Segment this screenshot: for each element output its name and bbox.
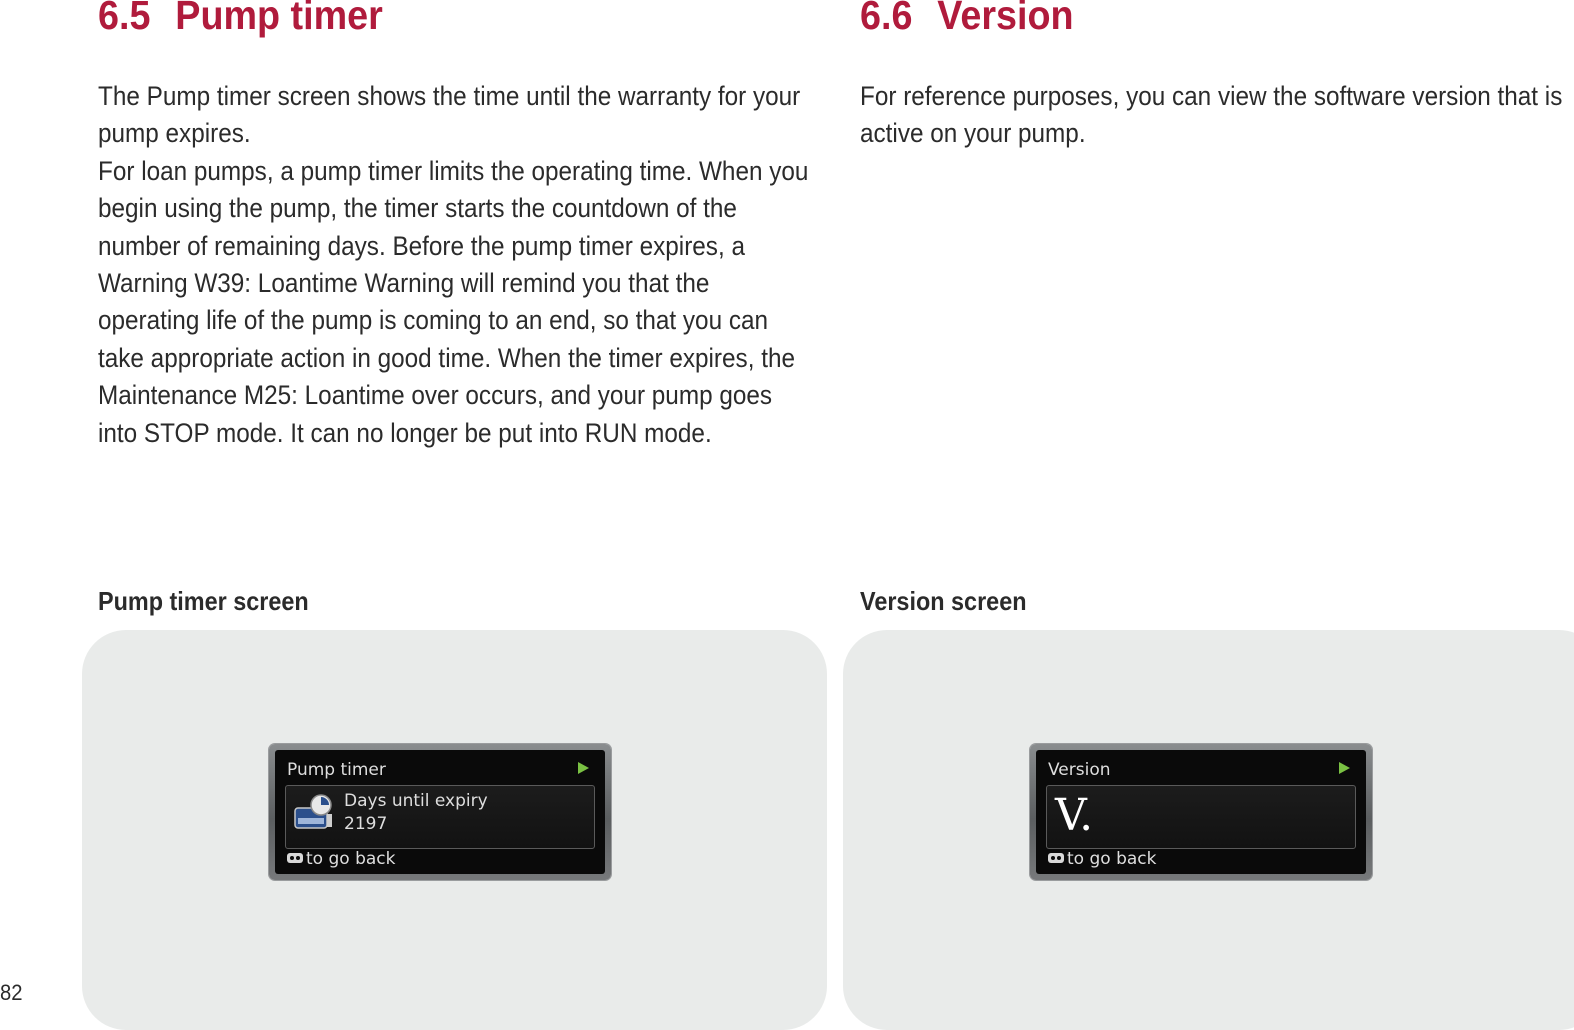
display (275, 750, 605, 874)
display (1036, 750, 1366, 874)
section-heading-pump-timer (98, 0, 383, 39)
days-until-expiry-label: Days until expiry (344, 791, 488, 811)
page-number: 82 (0, 980, 23, 1005)
next-arrow-icon (1339, 762, 1350, 774)
paragraph: For reference purposes, you can view the software version that is active on your pump. (860, 81, 1563, 149)
paragraph: For loan pumps, a pump timer limits the operating time. When you begin using the pump, the timer starts the countdown of the number of remaining days. Before the pump timer expires, a Warning W39: Loantime Warning will remind you that the operating life of the pump is coming to an end, so that you can take appropriate action in good time. When the timer expires, the Maintenance M25: Loantime over occurs, and your pump goes into STOP mode. It can no longer be put into RUN mode. (98, 155, 809, 448)
footer-text: to go back (306, 849, 396, 869)
version-value: V. (1055, 790, 1094, 841)
pump-timer-device-screen (269, 744, 611, 880)
paragraph: The Pump timer screen shows the time until the warranty for your pump expires. (98, 81, 801, 149)
next-arrow-icon (578, 762, 589, 774)
screen-footer (1048, 849, 1156, 869)
figure-caption-pump-timer: Pump timer screen (98, 586, 309, 616)
figure-caption-version: Version screen (860, 586, 1027, 616)
footer-text: to go back (1067, 849, 1157, 869)
clock-calendar-icon (294, 794, 334, 830)
section-number: 6.5 (98, 0, 151, 38)
back-button-icon (1048, 853, 1064, 863)
screen-title: Pump timer (287, 760, 386, 780)
content-box (1046, 785, 1356, 849)
days-until-expiry-value: 2197 (344, 814, 388, 834)
version-device-screen (1030, 744, 1372, 880)
pump-timer-body (98, 78, 809, 452)
section-number: 6.6 (860, 0, 913, 38)
screen-footer (287, 849, 395, 869)
version-body (860, 78, 1569, 153)
section-title: Version (937, 0, 1074, 38)
screen-title: Version (1048, 760, 1111, 780)
back-button-icon (287, 853, 303, 863)
section-heading-version (860, 0, 1074, 39)
section-title: Pump timer (175, 0, 383, 38)
content-box (285, 785, 595, 849)
